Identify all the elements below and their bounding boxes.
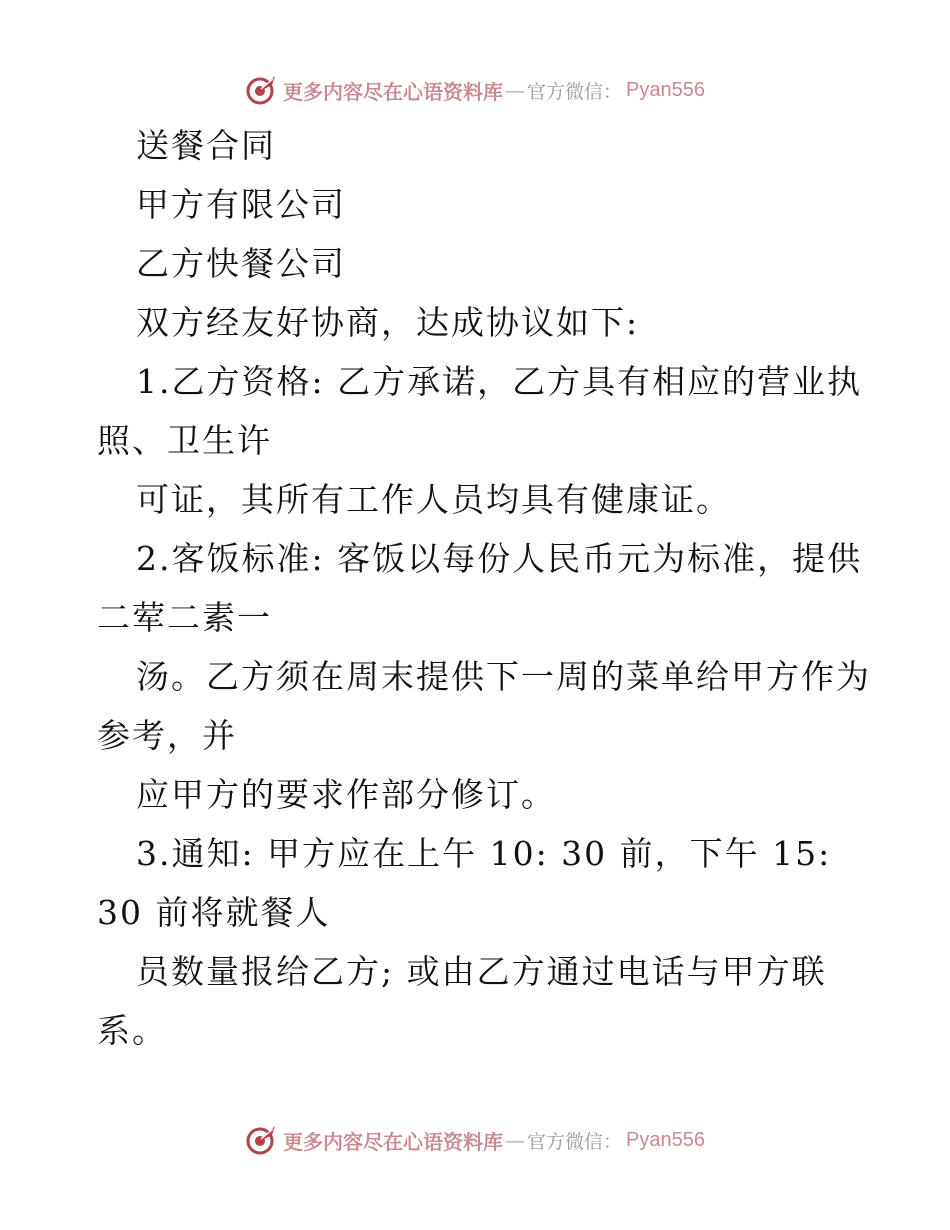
doc-line: 二荤二素一 xyxy=(97,598,272,637)
header-separator: — xyxy=(505,78,525,102)
doc-title: 送餐合同 xyxy=(136,126,276,165)
document-body xyxy=(97,116,871,1060)
header-contact-label: 官方微信： xyxy=(527,80,623,103)
footer-contact-label: 官方微信： xyxy=(527,1130,623,1153)
doc-line: 员数量报给乙方; 或由乙方通过电话与甲方联 xyxy=(136,952,827,991)
doc-line: 照、卫生许 xyxy=(97,421,272,460)
doc-line: 1.乙方资格: 乙方承诺，乙方具有相应的营业执 xyxy=(136,362,863,401)
doc-line: 参考，并 xyxy=(97,716,237,755)
footer-site-text: 更多内容尽在心语资料库 xyxy=(283,1129,503,1154)
header-watermark xyxy=(0,70,950,110)
doc-line: 双方经友好协商，达成协议如下: xyxy=(136,303,640,342)
footer-contact-id: Pyan556 xyxy=(626,1128,705,1151)
doc-line: 甲方有限公司 xyxy=(136,185,346,224)
doc-line: 应甲方的要求作部分修订。 xyxy=(136,775,556,814)
doc-line: 乙方快餐公司 xyxy=(136,244,346,283)
footer-watermark xyxy=(0,1120,950,1160)
doc-line: 系。 xyxy=(97,1011,167,1050)
quill-logo-icon xyxy=(245,73,279,107)
doc-line: 2.客饭标准: 客饭以每份人民币元为标准，提供 xyxy=(136,539,863,578)
header-site-text: 更多内容尽在心语资料库 xyxy=(283,79,503,104)
header-contact-id: Pyan556 xyxy=(626,78,705,101)
quill-logo-icon xyxy=(245,1123,279,1157)
doc-line: 3.通知: 甲方应在上午 10: 30 前，下午 15: xyxy=(136,834,832,873)
doc-line: 30 前将就餐人 xyxy=(97,893,331,932)
doc-line: 汤。乙方须在周末提供下一周的菜单给甲方作为 xyxy=(136,657,871,696)
footer-separator: — xyxy=(505,1128,525,1152)
doc-line: 可证，其所有工作人员均具有健康证。 xyxy=(136,480,731,519)
